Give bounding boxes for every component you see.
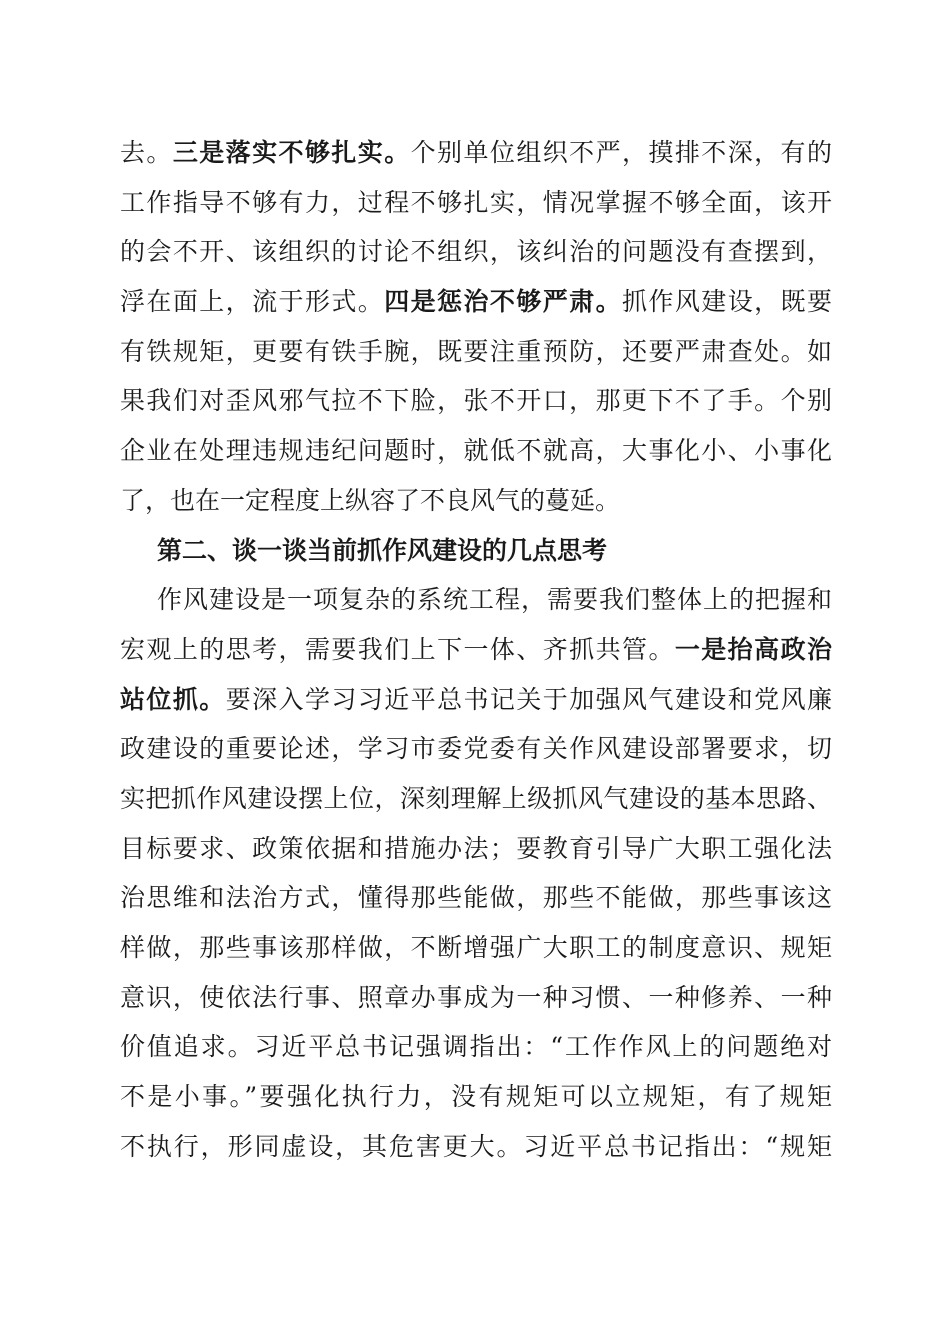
text-line: 样做，那些事该那样做，不断增强广大职工的制度意识、规矩 — [120, 933, 832, 962]
text-line: 果我们对歪风邪气拉不下脸，张不开口，那更下不了手。个别 — [120, 386, 832, 416]
text-line: 治思维和法治方式，懂得那些能做，那些不能做，那些事该这 — [120, 883, 832, 913]
text-line: 目标要求、政策依据和措施办法；要教育引导广大职工强化法 — [120, 833, 832, 863]
text-line: 企业在处理违规违纪问题时，就低不就高，大事化小、小事化 — [120, 436, 832, 466]
text-line — [120, 277, 832, 327]
text-line: 工作指导不够有力，过程不够扎实，情况掌握不够全面，该开 — [120, 187, 832, 217]
text-line — [120, 625, 832, 675]
text-line — [120, 675, 832, 725]
text-line: 有铁规矩，更要有铁手腕，既要注重预防，还要严肃查处。如 — [120, 336, 832, 366]
text-run: 宏观上的思考，需要我们上下一体、齐抓共管。 — [120, 634, 675, 664]
section-heading: 第二、谈一谈当前抓作风建设的几点思考 — [157, 535, 608, 565]
text-line: 的会不开、该组织的讨论不组织，该纠治的问题没有查摆到， — [120, 237, 832, 267]
text-run: 浮在面上，流于形式。 — [120, 287, 385, 317]
text-run: 个别单位组织不严，摸排不深，有的 — [410, 138, 832, 167]
bold-phrase: 站位抓。 — [120, 684, 226, 714]
bold-phrase: 四是惩治不够严肃。 — [384, 287, 623, 317]
text-run: 抓作风建设，既要 — [622, 287, 832, 317]
text-run: 去。 — [120, 138, 173, 167]
text-line: 实把抓作风建设摆上位，深刻理解上级抓风气建设的基本思路、 — [120, 783, 832, 813]
text-line: 意识，使依法行事、照章办事成为一种习惯、一种修养、一种 — [120, 982, 832, 1012]
bold-phrase: 三是落实不够扎实。 — [172, 138, 411, 167]
text-line: 了，也在一定程度上纵容了不良风气的蔓延。 — [120, 485, 621, 515]
text-line: 不是小事。”要强化执行力，没有规矩可以立规矩，有了规矩 — [120, 1082, 832, 1112]
text-run: 要深入学习习近平总书记关于加强风气建设和党风廉 — [225, 684, 832, 714]
text-line: 不执行，形同虚设，其危害更大。习近平总书记指出：“规矩 — [120, 1131, 832, 1161]
text-line: 价值追求。习近平总书记强调指出：“工作作风上的问题绝对 — [120, 1032, 832, 1062]
bold-phrase: 一是抬高政治 — [674, 634, 832, 664]
text-line: 作风建设是一项复杂的系统工程，需要我们整体上的把握和 — [157, 585, 832, 615]
text-line — [120, 128, 832, 178]
text-line: 政建设的重要论述，学习市委党委有关作风建设部署要求，切 — [120, 734, 832, 764]
document-body — [120, 128, 832, 1171]
